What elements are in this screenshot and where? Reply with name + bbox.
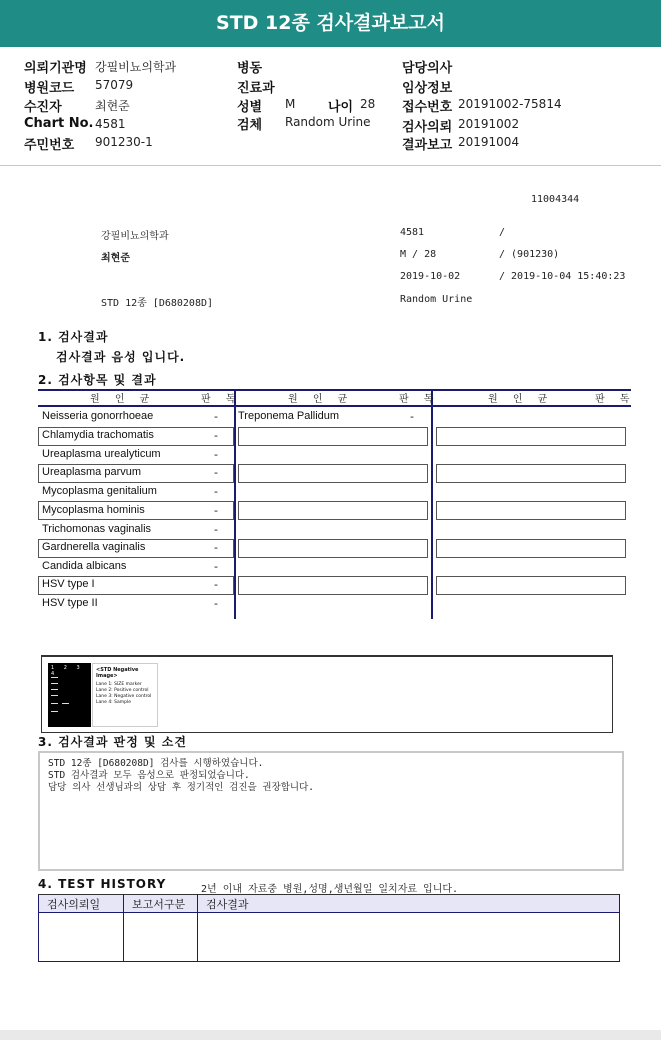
chart-label: Chart No. [24, 116, 94, 131]
pathogen-name: Gardnerella vaginalis [42, 541, 146, 553]
pathogen-result: - [214, 597, 218, 610]
gel-band [51, 703, 58, 704]
history-header-row [39, 895, 620, 913]
gel-band [51, 683, 58, 684]
section3-title: 3. 검사결과 판정 및 소견 [38, 735, 187, 749]
row-box [238, 539, 428, 558]
pathogen-name: Trichomonas vaginalis [42, 523, 152, 535]
gel-lane-numbers: 1 2 3 4 [51, 665, 84, 677]
receipt-label: 접수번호 [402, 100, 453, 115]
pathogen-name: Chlamydia trachomatis [42, 429, 154, 441]
pathogen-result: - [214, 485, 218, 498]
pathogen-name: HSV type I [42, 578, 95, 590]
section2-title: 2. 검사항목 및 결과 [38, 373, 157, 387]
history-col-result: 검사결과 [198, 895, 620, 913]
history-cell [198, 913, 620, 962]
gel-band [51, 677, 58, 678]
dept-label: 진료과 [237, 81, 275, 96]
pathogen-result: - [214, 448, 218, 461]
gel-legend-line: Lane 2: Positive control [96, 688, 149, 693]
institution-value: 강필비뇨의학과 [95, 60, 177, 74]
report-value: 20191004 [458, 135, 520, 149]
history-note: 2년 이내 자료중 병원,성명,생년월일 일치자료 입니다. [201, 884, 459, 895]
test-items-table [38, 389, 636, 619]
clinical-label: 임상정보 [402, 81, 453, 96]
table-header-border [38, 405, 631, 407]
gel-legend-line: Lane 4: Sample [96, 700, 131, 705]
gel-legend-line: Lane 1: SIZE marker [96, 682, 142, 687]
row-box [238, 576, 428, 595]
gel-legend-line: Lane 3: Negative control [96, 694, 152, 699]
resident-value: 901230-1 [95, 135, 153, 149]
history-col-report-type: 보고서구분 [124, 895, 198, 913]
report-label: 결과보고 [402, 138, 453, 153]
sex-value: M [285, 97, 296, 111]
doc-sex-age: M / 28 [400, 249, 437, 260]
specimen-label: 검체 [237, 118, 263, 133]
sex-label: 성별 [237, 100, 263, 115]
gel-band [51, 711, 58, 712]
pathogen-result: - [214, 429, 218, 442]
doc-patient: 최현준 [101, 253, 130, 264]
doc-date-reported: / 2019-10-04 15:40:23 [499, 271, 626, 282]
section1-title: 1. 검사결과 [38, 330, 109, 344]
row-box [436, 464, 626, 483]
row-box [238, 464, 428, 483]
gel-electrophoresis-image [48, 663, 91, 727]
hospital-code-label: 병원코드 [24, 81, 75, 96]
col2-judgement-header: 판 독 [399, 394, 440, 405]
age-value: 28 [360, 97, 376, 111]
pathogen-name: Ureaplasma parvum [42, 466, 142, 478]
gel-band [51, 695, 58, 696]
chart-value: 4581 [95, 117, 126, 131]
section1-result: 검사결과 음성 입니다. [56, 350, 186, 364]
opinion-line: STD 검사결과 모두 음성으로 판정되었습니다. [48, 770, 250, 781]
row-box [238, 427, 428, 446]
pathogen-name: Treponema Pallidum [238, 410, 340, 422]
gel-band [51, 689, 58, 690]
pathogen-result: - [214, 523, 218, 536]
pathogen-name: Mycoplasma genitalium [42, 485, 157, 497]
doc-chart: 4581 [400, 227, 425, 238]
row-box [238, 501, 428, 520]
pathogen-result: - [214, 560, 218, 573]
gel-image-panel [41, 655, 613, 733]
pathogen-name: Mycoplasma hominis [42, 504, 145, 516]
request-label: 검사의뢰 [402, 120, 453, 135]
column-divider-1 [234, 389, 236, 619]
age-label: 나이 [328, 100, 354, 115]
gel-legend [92, 663, 158, 727]
col2-pathogen-header: 원 인 균 [288, 394, 354, 405]
row-box [436, 539, 626, 558]
pathogen-result: - [214, 504, 218, 517]
gel-band [62, 703, 69, 704]
doc-test-name: STD 12종 [D680208D] [101, 298, 214, 309]
pathogen-name: Neisseria gonorrhoeae [42, 410, 154, 422]
request-value: 20191002 [458, 117, 520, 131]
doctor-label: 담당의사 [402, 61, 453, 76]
pathogen-result: - [410, 410, 414, 423]
row-box [436, 501, 626, 520]
history-cell [124, 913, 198, 962]
opinion-box [38, 751, 624, 871]
history-empty-row [39, 913, 620, 962]
row-box [436, 427, 626, 446]
resident-label: 주민번호 [24, 138, 75, 153]
report-title: STD 12종 검사결과보고서 [0, 0, 661, 47]
doc-clinic: 강필비뇨의학과 [101, 231, 169, 242]
pathogen-result: - [214, 466, 218, 479]
opinion-line: 담당 의사 선생님과의 상담 후 정기적인 검진을 권장합니다. [48, 782, 315, 793]
test-history-table [38, 894, 620, 962]
page-footer-bar [0, 1030, 661, 1040]
pathogen-result: - [214, 578, 218, 591]
doc-resident: / (901230) [499, 249, 560, 260]
col3-judgement-header: 판 독 [595, 394, 636, 405]
patient-label: 수진자 [24, 100, 62, 115]
doc-date-received: 2019-10-02 [400, 271, 461, 282]
pathogen-name: Ureaplasma urealyticum [42, 448, 161, 460]
history-col-request-date: 검사의뢰일 [39, 895, 124, 913]
pathogen-name: Candida albicans [42, 560, 127, 572]
hospital-code-value: 57079 [95, 78, 134, 92]
doc-specimen: Random Urine [400, 294, 473, 305]
specimen-value: Random Urine [285, 115, 371, 129]
column-divider-2 [431, 389, 433, 619]
pathogen-result: - [214, 541, 218, 554]
institution-label: 의뢰기관명 [24, 61, 87, 76]
patient-info-panel [0, 54, 661, 166]
receipt-value: 20191002-75814 [458, 97, 562, 111]
row-box [436, 576, 626, 595]
gel-legend-title: <STD Negative Image> [96, 667, 139, 679]
col1-pathogen-header: 원 인 균 [90, 394, 156, 405]
patient-value: 최현준 [95, 99, 130, 113]
col1-judgement-header: 판 독 [201, 394, 242, 405]
ward-label: 병동 [237, 61, 263, 76]
col3-pathogen-header: 원 인 균 [488, 394, 554, 405]
history-cell [39, 913, 124, 962]
opinion-line: STD 12종 [D680208D] 검사를 시행하였습니다. [48, 758, 264, 769]
document-number: 11004344 [531, 194, 580, 205]
pathogen-name: HSV type II [42, 597, 98, 609]
section4-title: 4. TEST HISTORY [38, 877, 167, 891]
pathogen-result: - [214, 410, 218, 423]
doc-slash: / [499, 227, 506, 238]
